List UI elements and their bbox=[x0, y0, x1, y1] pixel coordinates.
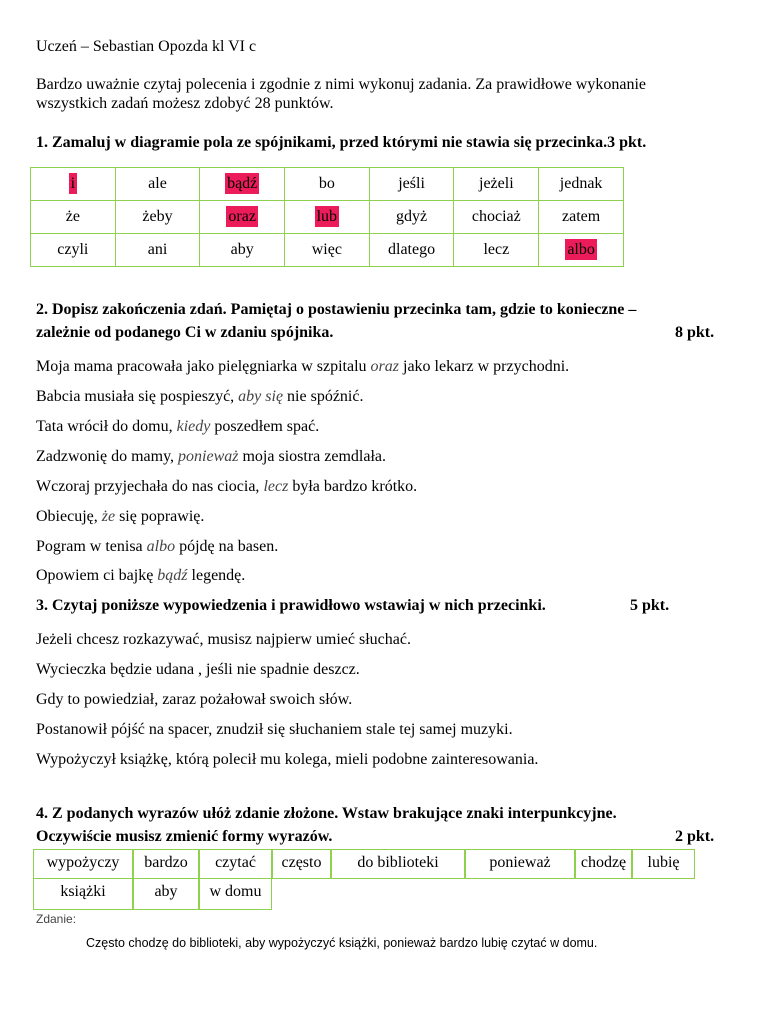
word-box[interactable]: chodzę bbox=[575, 849, 632, 879]
conjunction-word: zatem bbox=[562, 208, 601, 225]
sentence-fragment: legendę. bbox=[187, 567, 246, 584]
conjunction-word: jeśli bbox=[398, 175, 425, 192]
task4-title-line-2: Oczywiście musisz zmienić formy wyrazów. bbox=[36, 828, 333, 845]
conjunction-word: więc bbox=[311, 241, 342, 258]
task1-diagram bbox=[30, 167, 624, 267]
sentence-conjunction[interactable]: bądź bbox=[157, 567, 188, 584]
student-header: Uczeń – Sebastian Opozda kl VI c bbox=[36, 38, 257, 55]
conjunction-word: i bbox=[70, 175, 76, 192]
sentence-fragment: Zadzwonię do mamy, bbox=[36, 448, 179, 465]
task3-sentence: Wycieczka będzie udana , jeśli nie spadnie deszcz. bbox=[36, 661, 360, 678]
sentence-fragment: moja siostra zemdlała. bbox=[238, 448, 386, 465]
task2-sentence bbox=[36, 478, 417, 496]
sentence-fragment: Opowiem ci bajkę bbox=[36, 567, 158, 584]
task2-title-line-1: 2. Dopisz zakończenia zdań. Pamiętaj o postawieniu przecinka tam, gdzie to konieczne – bbox=[36, 301, 637, 318]
conjunction-word: albo bbox=[567, 241, 595, 258]
task2-sentence bbox=[36, 508, 204, 526]
diagram-cell[interactable] bbox=[31, 168, 116, 201]
task2-sentence bbox=[36, 418, 319, 436]
task2-sentence bbox=[36, 388, 363, 406]
task2-sentence bbox=[36, 448, 386, 466]
conjunction-word: żeby bbox=[142, 208, 173, 225]
task2-points: 8 pkt. bbox=[675, 324, 715, 341]
answer-label: Zdanie: bbox=[36, 912, 77, 926]
task3-title: 3. Czytaj poniższe wypowiedzenia i prawidłowo wstawiaj w nich przecinki. bbox=[36, 597, 546, 614]
diagram-cell[interactable] bbox=[369, 234, 454, 267]
sentence-conjunction[interactable]: lecz bbox=[263, 478, 289, 495]
task2-sentence bbox=[36, 358, 569, 376]
diagram-cell[interactable] bbox=[285, 234, 370, 267]
diagram-cell[interactable] bbox=[369, 201, 454, 234]
sentence-fragment: Wczoraj przyjechała do nas ciocia, bbox=[36, 478, 264, 495]
diagram-cell[interactable] bbox=[454, 201, 539, 234]
diagram-cell[interactable] bbox=[31, 201, 116, 234]
conjunction-word: dlatego bbox=[388, 241, 436, 258]
intro-line-2: wszystkich zadań możesz zdobyć 28 punktów. bbox=[36, 95, 334, 112]
sentence-fragment: się poprawię. bbox=[115, 508, 205, 525]
diagram-row bbox=[31, 201, 624, 234]
word-box[interactable]: lubię bbox=[632, 849, 695, 879]
diagram-cell[interactable] bbox=[115, 168, 200, 201]
diagram-cell[interactable] bbox=[200, 168, 285, 201]
sentence-conjunction[interactable]: że bbox=[101, 508, 116, 525]
word-box[interactable]: aby bbox=[133, 878, 199, 910]
answer-sentence: Często chodzę do biblioteki, aby wypożyczyć książki, ponieważ bardzo lubię czytać w domu. bbox=[86, 936, 598, 950]
word-box[interactable]: do biblioteki bbox=[331, 849, 465, 879]
diagram-cell[interactable] bbox=[200, 234, 285, 267]
task3-sentence: Jeżeli chcesz rozkazywać, musisz najpierw umieć słuchać. bbox=[36, 631, 411, 648]
word-box[interactable]: ponieważ bbox=[465, 849, 575, 879]
task4-points: 2 pkt. bbox=[675, 828, 715, 845]
sentence-conjunction[interactable]: aby się bbox=[238, 388, 284, 405]
word-box[interactable]: często bbox=[272, 849, 331, 879]
word-box[interactable]: bardzo bbox=[133, 849, 199, 879]
sentence-conjunction[interactable]: ponieważ bbox=[178, 448, 239, 465]
diagram-cell[interactable] bbox=[454, 234, 539, 267]
conjunction-word: bo bbox=[318, 175, 335, 192]
sentence-fragment: była bardzo krótko. bbox=[288, 478, 418, 495]
diagram-cell[interactable] bbox=[115, 201, 200, 234]
task3-sentence: Postanowił pójść na spacer, znudził się słuchaniem stale tej samej muzyki. bbox=[36, 721, 513, 738]
task1-title: 1. Zamaluj w diagramie pola ze spójnikami, przed którymi nie stawia się przecinka.3 pkt. bbox=[36, 134, 647, 151]
diagram-cell[interactable] bbox=[31, 234, 116, 267]
sentence-fragment: Moja mama pracowała jako pielęgniarka w szpitalu bbox=[36, 358, 371, 375]
conjunction-word: jednak bbox=[559, 175, 603, 192]
task2-title-line-2: zależnie od podanego Ci w zdaniu spójnika. bbox=[36, 324, 334, 341]
conjunction-word: gdyż bbox=[396, 208, 428, 225]
diagram-cell[interactable] bbox=[285, 201, 370, 234]
conjunction-word: bądź bbox=[227, 175, 258, 192]
sentence-fragment: jako lekarz w przychodni. bbox=[399, 358, 570, 375]
diagram-cell[interactable] bbox=[285, 168, 370, 201]
sentence-fragment: Obiecuję, bbox=[36, 508, 102, 525]
task3-points: 5 pkt. bbox=[630, 597, 670, 614]
diagram-cell[interactable] bbox=[454, 168, 539, 201]
diagram-cell[interactable] bbox=[115, 234, 200, 267]
conjunction-word: oraz bbox=[228, 208, 256, 225]
word-box[interactable]: książki bbox=[33, 878, 133, 910]
sentence-conjunction[interactable]: albo bbox=[146, 538, 176, 555]
conjunction-word: ani bbox=[147, 241, 168, 258]
conjunction-word: jeżeli bbox=[479, 175, 514, 192]
diagram-cell[interactable] bbox=[539, 234, 624, 267]
intro-line-1: Bardzo uważnie czytaj polecenia i zgodnie z nimi wykonuj zadania. Za prawidłowe wykonanie bbox=[36, 76, 646, 93]
conjunction-word: ale bbox=[148, 175, 167, 192]
task3-sentence: Gdy to powiedział, zaraz pożałował swoich słów. bbox=[36, 691, 353, 708]
diagram-cell[interactable] bbox=[539, 201, 624, 234]
sentence-fragment: Pogram w tenisa bbox=[36, 538, 147, 555]
sentence-fragment: Babcia musiała się pospieszyć, bbox=[36, 388, 239, 405]
diagram-cell[interactable] bbox=[200, 201, 285, 234]
task2-sentence bbox=[36, 567, 245, 585]
conjunction-word: aby bbox=[230, 241, 254, 258]
conjunction-word: lecz bbox=[483, 241, 510, 258]
sentence-fragment: nie spóźnić. bbox=[283, 388, 364, 405]
conjunction-word: czyli bbox=[57, 241, 89, 258]
conjunction-word: chociaż bbox=[471, 208, 521, 225]
sentence-conjunction[interactable]: oraz bbox=[370, 358, 399, 375]
conjunction-word: lub bbox=[316, 208, 338, 225]
word-box[interactable]: w domu bbox=[199, 878, 272, 910]
diagram-cell[interactable] bbox=[369, 168, 454, 201]
task2-sentence bbox=[36, 538, 278, 556]
diagram-row bbox=[31, 234, 624, 267]
word-box[interactable]: wypożyczy bbox=[33, 849, 133, 879]
diagram-row bbox=[31, 168, 624, 201]
task4-title-line-1: 4. Z podanych wyrazów ułóż zdanie złożone. Wstaw brakujące znaki interpunkcyjne. bbox=[36, 805, 617, 822]
sentence-fragment: Tata wrócił do domu, bbox=[36, 418, 177, 435]
conjunction-word: że bbox=[65, 208, 80, 225]
sentence-fragment: poszedłem spać. bbox=[210, 418, 320, 435]
sentence-conjunction[interactable]: kiedy bbox=[176, 418, 211, 435]
sentence-fragment: pójdę na basen. bbox=[175, 538, 279, 555]
task3-sentence: Wypożyczył książkę, którą polecił mu kolega, mieli podobne zainteresowania. bbox=[36, 751, 539, 768]
diagram-cell[interactable] bbox=[539, 168, 624, 201]
word-box[interactable]: czytać bbox=[199, 849, 272, 879]
